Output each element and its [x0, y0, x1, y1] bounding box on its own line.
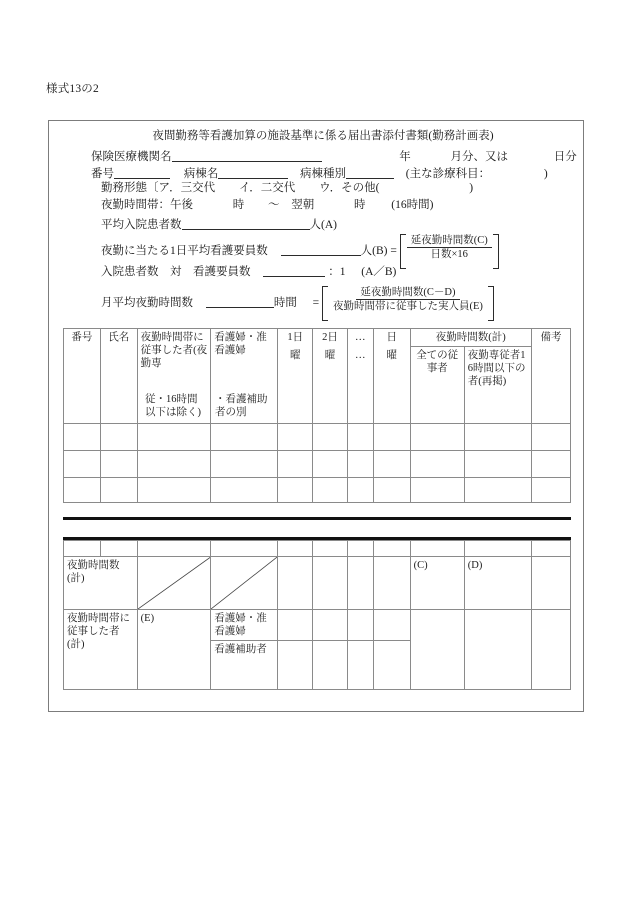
cell-engaged[interactable] — [137, 477, 211, 502]
night-band-label: 夜勤時間帯：午後 — [101, 198, 193, 211]
header-block — [49, 121, 583, 316]
cell-d-label[interactable]: (D) — [464, 557, 531, 610]
formula-e-denominator: 夜勤時間帯に従事した実人員(E) — [333, 300, 483, 312]
cell-day2[interactable] — [313, 450, 348, 477]
nurse-day2[interactable] — [313, 610, 348, 641]
shift-option-c[interactable]: ウ．その他( — [319, 181, 380, 194]
next-morning-label: 翌朝 — [291, 198, 315, 211]
institution-input[interactable] — [172, 149, 322, 162]
night-hours-dayn[interactable] — [373, 557, 410, 610]
ratio-input[interactable] — [263, 264, 325, 277]
col-number: 番号 — [64, 329, 101, 424]
spacer-cell — [347, 541, 373, 557]
spacer-cell — [373, 541, 410, 557]
diagonal-cell-1 — [137, 557, 211, 610]
night-hours-day1[interactable] — [278, 557, 313, 610]
col-engaged-part1: 夜勤時間帯に従事した者(夜勤専 — [140, 332, 208, 370]
ratio-value: ：1 — [328, 265, 346, 278]
col-ellipsis: … — [347, 329, 373, 347]
spacer-cell — [313, 541, 348, 557]
col-category-part1: 看護婦・准看護婦 — [214, 332, 267, 357]
institution-line — [49, 149, 583, 166]
cell-all-workers[interactable] — [410, 477, 464, 502]
monthly-hours-input[interactable] — [206, 295, 274, 308]
cell-remarks[interactable] — [531, 423, 570, 450]
shift-option-b[interactable]: イ．二交代 — [238, 181, 296, 194]
cell-exclusive[interactable] — [464, 423, 531, 450]
night-hours-ellipsis[interactable] — [347, 557, 373, 610]
ward-type-label: 病棟種別 — [300, 167, 346, 180]
formula-e-numerator: 延夜勤時間数(C－D) — [356, 287, 459, 300]
formula-b-numerator: 延夜勤時間数(C) — [407, 235, 492, 248]
col-name: 氏名 — [100, 329, 137, 424]
row-label-engaged-total: 夜勤時間帯に従事した者(計) — [64, 610, 138, 690]
shift-label[interactable]: 勤務形態〔ア．三交代 — [101, 181, 216, 194]
form-code: 様式13の2 — [46, 83, 99, 95]
cell-day2[interactable] — [313, 477, 348, 502]
staff-schedule-table — [63, 328, 571, 503]
cell-day1[interactable] — [278, 450, 313, 477]
cell-e-label: (E) — [137, 610, 211, 690]
day-label: 日分 — [553, 150, 577, 163]
cell-c-label[interactable]: (C) — [410, 557, 464, 610]
cell-day2[interactable] — [313, 423, 348, 450]
monthly-hours-label: 月平均夜勤時間数 — [101, 296, 193, 309]
night-band-hour-end: 時 — [354, 198, 366, 211]
nurse-all-workers[interactable] — [410, 610, 464, 690]
spacer-cell — [278, 541, 313, 557]
table-row[interactable] — [64, 423, 571, 450]
ratio-label: 入院患者数 対 看護要員数 — [101, 265, 251, 278]
cell-category[interactable] — [211, 450, 278, 477]
assistant-day2[interactable] — [313, 641, 348, 690]
monthly-hours-unit: 時間 — [273, 296, 297, 309]
nurse-exclusive[interactable] — [464, 610, 531, 690]
col-remarks: 備考 — [531, 329, 570, 424]
cell-dayn[interactable] — [373, 477, 410, 502]
nurse-remarks[interactable] — [531, 610, 570, 690]
year-label: 年 — [399, 150, 411, 163]
col-all-workers: 全ての従事者 — [410, 347, 464, 424]
spacer-cell — [211, 541, 278, 557]
monthly-hours-line — [49, 286, 583, 316]
tilde-symbol: 〜 — [268, 198, 280, 211]
summary-spacer-row — [64, 541, 571, 557]
avg-staff-unit: 人(B) — [360, 244, 388, 257]
ward-input[interactable] — [218, 166, 288, 179]
night-band-hour-start: 時 — [232, 198, 245, 211]
row-label-night-hours: 夜勤時間数(計) — [64, 557, 138, 610]
department-close: ) — [543, 167, 548, 180]
col-day2-weekday: 曜 — [313, 347, 348, 424]
nurse-dayn[interactable] — [373, 610, 410, 641]
equals-sign-e: = — [312, 296, 320, 309]
night-hours-day2[interactable] — [313, 557, 348, 610]
ratio-note: (A／B) — [361, 265, 397, 278]
shift-close-paren: ) — [469, 181, 474, 194]
cell-day1[interactable] — [278, 423, 313, 450]
number-label: 番号 — [91, 167, 114, 180]
equals-sign-b: = — [390, 244, 397, 257]
night-band-line — [49, 200, 583, 217]
col-dayn-weekday: 曜 — [373, 347, 410, 424]
summary-night-hours-row — [64, 557, 571, 610]
number-line — [49, 166, 583, 183]
spacer-cell — [464, 541, 531, 557]
col-day1-weekday: 曜 — [278, 347, 313, 424]
cell-ellipsis[interactable] — [347, 477, 373, 502]
department-label: (主な診療科目： — [405, 167, 491, 180]
cell-name[interactable] — [100, 423, 137, 450]
avg-staff-line — [49, 234, 583, 264]
cell-exclusive[interactable] — [464, 477, 531, 502]
cell-exclusive[interactable] — [464, 450, 531, 477]
cell-remarks[interactable] — [531, 450, 570, 477]
avg-staff-input[interactable] — [281, 243, 361, 256]
cell-engaged[interactable] — [137, 423, 211, 450]
cell-number[interactable] — [64, 450, 101, 477]
assistant-ellipsis[interactable] — [347, 641, 373, 690]
formula-e — [322, 286, 494, 321]
formula-b-denominator: 日数×16 — [430, 248, 468, 260]
cell-category[interactable] — [211, 477, 278, 502]
cell-number[interactable] — [64, 423, 101, 450]
cell-all-workers[interactable] — [410, 450, 464, 477]
shift-type-line — [49, 183, 583, 200]
spacer-cell — [100, 541, 137, 557]
cell-all-workers[interactable] — [410, 423, 464, 450]
cell-engaged[interactable] — [137, 450, 211, 477]
diagonal-cell-2 — [211, 557, 278, 610]
table-header-row-1 — [64, 329, 571, 347]
col-category-part2: ・看護補助者の別 — [215, 394, 268, 419]
nurse-day1[interactable] — [278, 610, 313, 641]
col-ellipsis-weekday: … — [347, 347, 373, 424]
ward-label: 病棟名 — [183, 167, 219, 180]
separator-bar-top — [63, 517, 571, 520]
cell-ellipsis[interactable] — [347, 450, 373, 477]
form-frame — [48, 120, 584, 712]
number-input[interactable] — [114, 166, 170, 179]
cell-nurse-label: 看護婦・准看護婦 — [211, 610, 278, 641]
spacer-cell — [137, 541, 211, 557]
summary-engaged-nurse-row — [64, 610, 571, 641]
cell-dayn[interactable] — [373, 423, 410, 450]
table-row[interactable] — [64, 450, 571, 477]
col-dayn: 日 — [373, 329, 410, 347]
avg-inpatients-label: 平均入院患者数 — [101, 218, 182, 231]
summary-table — [63, 540, 571, 690]
ward-type-input[interactable] — [346, 166, 394, 179]
cell-remarks[interactable] — [531, 477, 570, 502]
cell-name[interactable] — [100, 450, 137, 477]
cell-name[interactable] — [100, 477, 137, 502]
sixteen-hours-note: (16時間) — [391, 198, 434, 211]
cell-dayn[interactable] — [373, 450, 410, 477]
spacer-cell — [64, 541, 101, 557]
col-day2: 2日 — [313, 329, 348, 347]
col-exclusive-workers: 夜勤専従者16時間以下の者(再掲) — [464, 347, 531, 424]
nurse-ellipsis[interactable] — [347, 610, 373, 641]
ratio-line — [49, 264, 583, 286]
avg-inpatients-unit: 人(A) — [309, 218, 337, 231]
cell-ellipsis[interactable] — [347, 423, 373, 450]
month-label: 月分、又は — [450, 150, 508, 163]
col-engaged-part2: 従・16時間以下は除く) — [145, 394, 201, 419]
col-day1: 1日 — [278, 329, 313, 347]
assistant-day1[interactable] — [278, 641, 313, 690]
night-hours-remarks[interactable] — [531, 557, 570, 610]
col-night-total: 夜勤時間数(計) — [410, 329, 531, 347]
table-row[interactable] — [64, 477, 571, 502]
spacer-cell — [410, 541, 464, 557]
avg-inpatients-input[interactable] — [182, 217, 310, 230]
cell-day1[interactable] — [278, 477, 313, 502]
cell-number[interactable] — [64, 477, 101, 502]
assistant-dayn[interactable] — [373, 641, 410, 690]
cell-assistant-label: 看護補助者 — [211, 641, 278, 690]
avg-inpatients-line — [49, 217, 583, 234]
page-title: 夜間勤務等看護加算の施設基準に係る届出書添付書類(勤務計画表) — [152, 130, 494, 142]
cell-category[interactable] — [211, 423, 278, 450]
avg-staff-label: 夜勤に当たる1日平均看護要員数 — [101, 244, 268, 257]
spacer-cell — [531, 541, 570, 557]
institution-label: 保険医療機関名 — [91, 150, 172, 163]
